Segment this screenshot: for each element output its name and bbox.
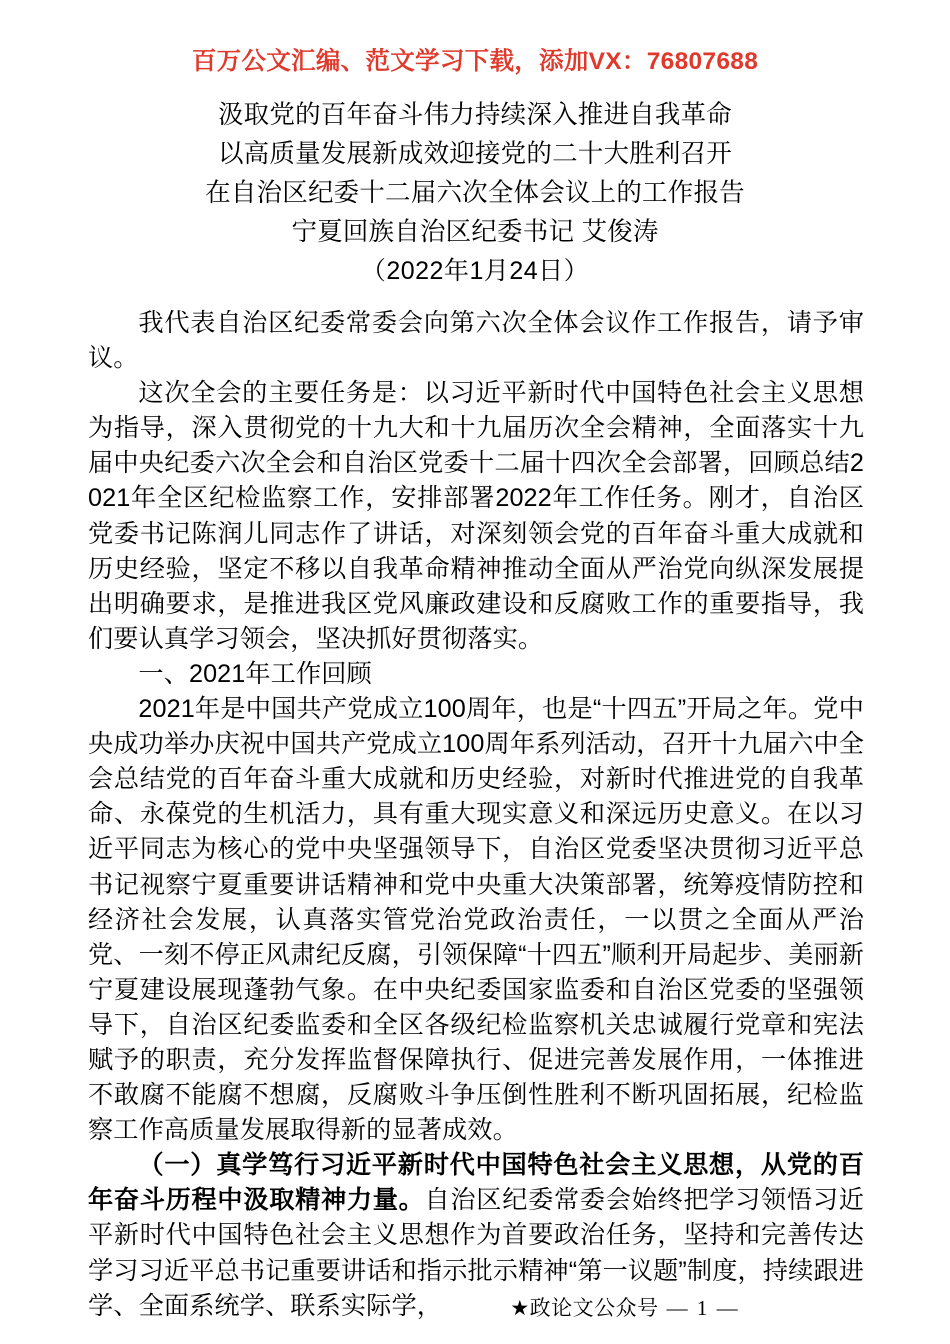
subsection-one-title: （一）真学笃行习近平新时代中国特色社会主义思想，从党的百年奋斗历程中汲取精神力量。 [88, 1151, 864, 1215]
paragraph-opening: 我代表自治区纪委常委会向第六次全体会议作工作报告，请予审议。 [88, 309, 864, 373]
title-line-2: 以高质量发展新成效迎接党的二十大胜利召开 [217, 140, 732, 168]
title-line-1: 汲取党的百年奋斗伟力持续深入推进自我革命 [217, 101, 732, 129]
page-footer [0, 1292, 950, 1322]
title-dateline: （2022年1月24日） [360, 257, 590, 285]
footer-inner [210, 1292, 739, 1322]
promo-banner: 百万公文汇编、范文学习下载，添加VX：76807688 [191, 48, 759, 75]
footer-watermark: ★政论文公众号 [510, 1296, 659, 1320]
document-body [88, 306, 864, 1324]
title-line-3: 在自治区纪委十二届六次全体会议上的工作报告 [205, 179, 745, 207]
section-heading-one: 一、2021年工作回顾 [138, 659, 372, 688]
page-number: — 1 — [666, 1296, 740, 1320]
paragraph-meeting-tasks: 这次全会的主要任务是：以习近平新时代中国特色社会主义思想为指导，深入贯彻党的十九大和十九届历次全会精神，全面落实十九届中央纪委六次全会和自治区党委十二届十四次全会部署，回顾总结2021年全区纪检监察工作，安排部署2022年工作任务。刚才，自治区党委书记陈润儿同志作了讲话，对深刻领会党的百年奋斗重大成就和历史经验，坚定不移以自我革命精神推动全面从严治党向纵深发展提出明确要求，是推进我区党风廉政建设和反腐败工作的重要指导，我们要认真学习领会，坚决抓好贯彻落实。 [88, 379, 864, 653]
title-byline: 宁夏回族自治区纪委书记 艾俊涛 [291, 218, 659, 246]
paragraph-2021-review: 2021年是中国共产党成立100周年，也是“十四五”开局之年。党中央成功举办庆祝中国共产党成立100周年系列活动，召开十九届六中全会总结党的百年奋斗重大成就和历史经验，对新时代推进党的自我革命、永葆党的生机活力，具有重大现实意义和深远历史意义。在以习近平同志为核心的党中央坚强领导下，自治区党委坚决贯彻习近平总书记视察宁夏重要讲话精神和党中央重大决策部署，统筹疫情防控和经济社会发展，认真落实管党治党政治责任，一以贯之全面从严治党、一刻不停正风肃纪反腐，引领保障“十四五”顺利开局起步、美丽新宁夏建设展现蓬勃气象。在中央纪委国家监委和自治区党委的坚强领导下，自治区纪委监委和全区各级纪检监察机关忠诚履行党章和宪法赋予的职责，充分发挥监督保障执行、促进完善发展作用，一体推进不敢腐不能腐不想腐，反腐败斗争压倒性胜利不断巩固拓展，纪检监察工作高质量发展取得新的显著成效。 [88, 695, 864, 1145]
subsection-one-text: 自治区纪委常委会始终把学习领悟习近平新时代中国特色社会主义思想作为首要政治任务，坚持和完善传达学习习近平总书记重要讲话和指示批示精神“第一议题”制度，持续跟进学、全面系统学、联系实际学， [88, 1186, 864, 1320]
document-title-block [0, 96, 950, 291]
